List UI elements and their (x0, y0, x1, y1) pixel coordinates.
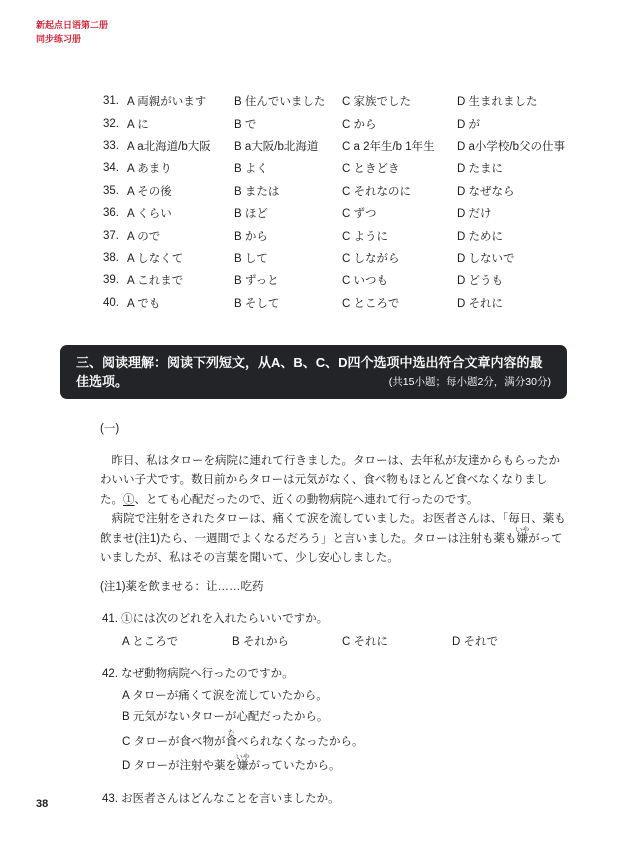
option-b: B a大阪/b北海道 (234, 140, 319, 153)
option-d: D が (457, 118, 480, 131)
page-number: 38 (36, 798, 49, 810)
question-row-38 (103, 247, 584, 269)
option-d: D a小学校/b父の仕事 (457, 140, 565, 153)
option-b: B それから (232, 635, 289, 648)
option-b: B して (234, 252, 268, 265)
option-a: A ので (127, 230, 161, 243)
ruby-base: 嫌 (515, 532, 530, 545)
question-number: 34. (103, 162, 119, 175)
passage-vocabulary-note: (注1)薬を飲ませる：让……吃药 (100, 580, 264, 593)
furigana-ruby (225, 729, 238, 748)
question-row-34 (103, 157, 584, 179)
option-b: B ずっと (234, 275, 279, 288)
ruby-text: いや (235, 754, 250, 761)
option-text: べられなくなったから。 (237, 735, 364, 748)
question-number: 38. (103, 251, 119, 264)
paragraph-text: 昨日、私はタローを病院に連れて行きました。タローは、去年私が友達からもらったかわいい子犬です。数日前からタローは元気がなく、食べ物もほとんど食べなくなりました。 (100, 454, 560, 506)
question-41-options (100, 633, 567, 653)
option-b: B そして (234, 297, 280, 310)
option-b: B で (234, 118, 257, 131)
question-row-37 (103, 224, 584, 246)
option-d: D ために (457, 230, 503, 243)
book-subtitle: 同步练习册 (36, 34, 82, 44)
book-branding (36, 18, 108, 46)
question-number: 31. (103, 95, 119, 108)
option-c: C a 2年生/b 1年生 (342, 140, 435, 153)
ruby-text: いや (515, 526, 530, 534)
question-42-option-d (100, 754, 567, 777)
passage-paragraph-1 (100, 452, 567, 511)
question-row-35 (103, 180, 584, 202)
option-text: がっていたから。 (248, 760, 341, 772)
option-text: D タローが注射や薬を (122, 760, 237, 772)
question-row-36 (103, 202, 584, 224)
paragraph-text: 病院で注射をされたタローは、痛くて涙を流していました。お医者さんは、「毎日、薬も飲ませ(注1)たら、一週間でよくなるだろう」と言いました。タローは注射も薬も (100, 513, 566, 545)
option-a: A その後 (127, 185, 172, 198)
option-c: C ずつ (342, 208, 377, 221)
option-b: B 住んでいました (234, 96, 326, 109)
section-score-note: (共15小题；每小题2分，满分30分) (388, 376, 551, 388)
option-a: A でも (127, 297, 161, 310)
option-a: A くらい (127, 208, 172, 221)
paragraph-text: がっていましたが、私はその言葉を聞いて、少し安心しました。 (100, 532, 563, 564)
option-a: A しなくて (127, 252, 184, 265)
question-number: 39. (103, 274, 119, 287)
option-c: C しながら (342, 252, 400, 265)
option-b: B ほど (234, 208, 268, 221)
option-c: C ときどき (342, 163, 400, 176)
ruby-base: 嫌 (235, 760, 250, 772)
option-b: B または (234, 185, 280, 198)
option-text: A タローが痛くて涙を流していたから。 (122, 689, 328, 702)
option-c: C それに (342, 635, 388, 648)
book-series-title: 新起点日语第二册 (36, 20, 109, 30)
option-c: C から (342, 118, 377, 131)
question-number: 33. (103, 139, 119, 152)
question-42-option-b (100, 708, 567, 728)
passage-paragraph-2 (100, 510, 567, 569)
reading-passage-block (100, 420, 567, 809)
option-b: B よく (234, 163, 268, 176)
question-row-32 (103, 112, 584, 134)
question-number: 36. (103, 207, 119, 220)
section-title: 三、阅读理解：阅读下列短文，从A、B、C、D四个选项中选出符合文章内容的最佳选项。 (76, 355, 543, 389)
option-c: C 家族でした (342, 96, 411, 109)
option-c: C ところで (342, 297, 400, 310)
paragraph-text: 、とても心配だったので、近くの動物病院へ連れて行ったのです。 (134, 493, 479, 506)
option-d: D だけ (457, 208, 492, 221)
question-41-stem: 41. ①には次のどれを入れたらいいですか。 (102, 613, 329, 625)
option-d: D どうも (457, 275, 503, 288)
question-number: 40. (103, 296, 119, 309)
option-c: C ように (342, 230, 388, 243)
option-c: C いつも (342, 275, 388, 288)
question-number: 35. (103, 184, 119, 197)
furigana-ruby (235, 754, 250, 772)
passage-part-label: (一) (100, 423, 120, 435)
ruby-text: た (225, 729, 237, 737)
blank-marker-1: ① (123, 493, 135, 506)
question-42-stem: 42. なぜ動物病院へ行ったのですか。 (102, 668, 294, 680)
option-a: A あまり (127, 163, 172, 176)
option-a: A ところで (122, 635, 179, 648)
question-number: 37. (103, 229, 119, 242)
question-number: 32. (103, 117, 119, 130)
question-42-option-c (100, 730, 567, 753)
option-text: C タローが食べ物が (122, 735, 226, 748)
option-d: D なぜなら (457, 185, 515, 198)
question-row-40 (103, 292, 584, 314)
option-a: A これまで (127, 275, 184, 288)
option-d: D それに (457, 297, 503, 310)
option-text: B 元気がないタローが心配だったから。 (122, 711, 329, 723)
option-a: A 両親がいます (127, 96, 207, 109)
option-a: A a北海道/b大阪 (127, 140, 211, 153)
question-row-33 (103, 135, 584, 157)
question-row-39 (103, 269, 584, 291)
section-header-banner (60, 345, 567, 399)
option-d: D 生まれました (457, 96, 538, 109)
question-row-31 (103, 90, 584, 112)
option-c: C それなのに (342, 185, 411, 198)
question-43-stem: 43. お医者さんはどんなことを言いましたか。 (102, 792, 340, 805)
furigana-ruby (515, 526, 530, 545)
question-42-option-a (100, 687, 567, 707)
option-d: D たまに (457, 163, 503, 176)
option-a: A に (127, 118, 149, 131)
multiple-choice-grid (103, 90, 584, 314)
option-d: D しないで (457, 252, 515, 265)
option-b: B から (234, 230, 268, 243)
ruby-base: 食 (225, 735, 237, 748)
option-d: D それで (452, 635, 498, 648)
